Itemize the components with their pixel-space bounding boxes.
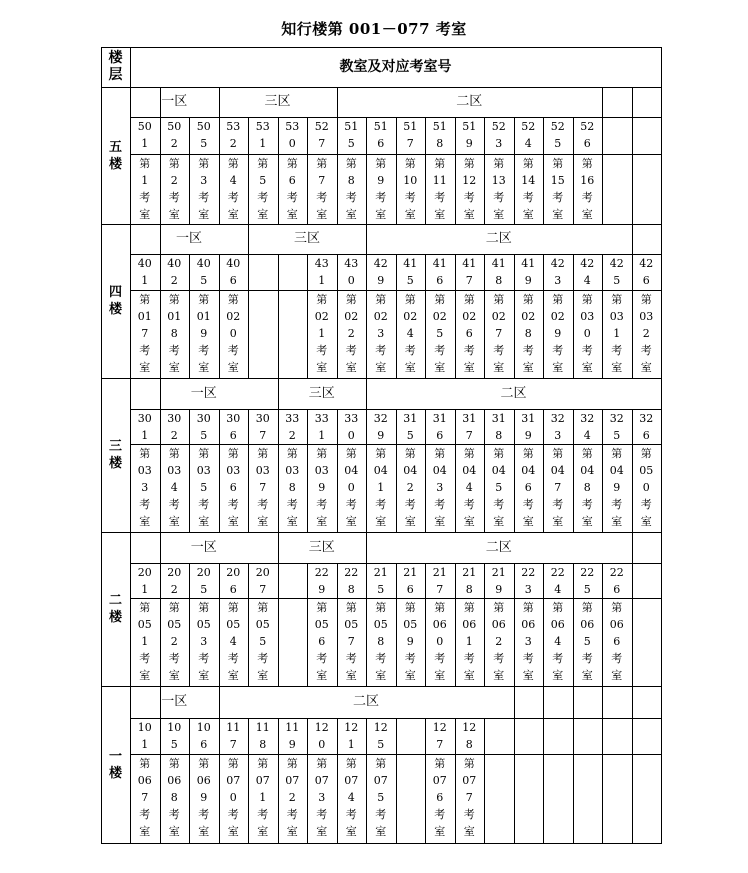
grid-line bbox=[602, 87, 603, 117]
room-number: 42 5 bbox=[609, 257, 624, 287]
exam-room-label: 第 07 1 考 室 bbox=[255, 757, 270, 838]
room-number: 31 6 bbox=[432, 412, 447, 442]
zone-label: 二区 bbox=[485, 231, 512, 246]
room-number: 43 0 bbox=[344, 257, 359, 287]
grid-line bbox=[632, 532, 633, 563]
room-number: 40 5 bbox=[196, 257, 211, 287]
grid-line bbox=[543, 686, 544, 718]
exam-room-label: 第 07 2 考 室 bbox=[285, 757, 300, 838]
room-number: 31 5 bbox=[403, 412, 418, 442]
grid-line bbox=[661, 47, 662, 844]
exam-room-label: 第 8 考 室 bbox=[345, 157, 357, 221]
room-number: 32 3 bbox=[550, 412, 565, 442]
room-number: 10 6 bbox=[196, 721, 211, 751]
exam-room-label: 第 07 5 考 室 bbox=[373, 757, 388, 838]
exam-room-label: 第 04 2 考 室 bbox=[403, 447, 418, 528]
exam-room-label: 第 05 9 考 室 bbox=[403, 601, 418, 682]
exam-room-label: 第 3 考 室 bbox=[198, 157, 210, 221]
room-number: 12 1 bbox=[344, 721, 359, 751]
exam-room-label: 第 03 8 考 室 bbox=[285, 447, 300, 528]
exam-room-label: 第 02 6 考 室 bbox=[462, 293, 477, 374]
grid-line bbox=[632, 87, 633, 117]
exam-room-label: 第 4 考 室 bbox=[227, 157, 239, 221]
exam-room-label: 第 05 1 考 室 bbox=[137, 601, 152, 682]
room-number: 20 7 bbox=[255, 566, 270, 596]
room-number: 21 5 bbox=[373, 566, 388, 596]
grid-line bbox=[248, 254, 249, 378]
grid-line bbox=[514, 686, 515, 718]
exam-room-label: 第 04 6 考 室 bbox=[521, 447, 536, 528]
room-number: 53 2 bbox=[226, 120, 241, 150]
exam-room-label: 第 14 考 室 bbox=[521, 157, 536, 221]
room-number: 12 0 bbox=[314, 721, 329, 751]
grid-line bbox=[573, 686, 574, 718]
room-number: 41 9 bbox=[521, 257, 536, 287]
exam-room-label: 第 02 3 考 室 bbox=[373, 293, 388, 374]
exam-room-label: 第 03 0 考 室 bbox=[580, 293, 595, 374]
grid-line bbox=[602, 117, 603, 224]
room-number: 31 9 bbox=[521, 412, 536, 442]
exam-room-label: 第 10 考 室 bbox=[403, 157, 418, 221]
room-number: 41 5 bbox=[403, 257, 418, 287]
room-number: 20 5 bbox=[196, 566, 211, 596]
exam-room-label: 第 03 1 考 室 bbox=[609, 293, 624, 374]
content-column-header: 教室及对应考室号 bbox=[339, 59, 452, 75]
exam-room-label: 第 05 7 考 室 bbox=[344, 601, 359, 682]
zone-label: 一区 bbox=[175, 231, 202, 246]
exam-room-label: 第 02 9 考 室 bbox=[550, 293, 565, 374]
room-number: 40 6 bbox=[226, 257, 241, 287]
room-number: 22 9 bbox=[314, 566, 329, 596]
exam-room-label: 第 02 5 考 室 bbox=[432, 293, 447, 374]
floor-column-header: 楼 层 bbox=[108, 50, 123, 83]
grid-line bbox=[602, 718, 603, 843]
exam-room-label: 第 04 4 考 室 bbox=[462, 447, 477, 528]
room-number: 20 2 bbox=[167, 566, 182, 596]
grid-line bbox=[278, 254, 279, 378]
exam-room-label: 第 02 0 考 室 bbox=[226, 293, 241, 374]
exam-room-label: 第 06 2 考 室 bbox=[491, 601, 506, 682]
exam-room-label: 第 06 7 考 室 bbox=[137, 757, 152, 838]
grid-line bbox=[514, 718, 515, 843]
exam-room-label: 第 06 9 考 室 bbox=[196, 757, 211, 838]
room-number: 33 2 bbox=[285, 412, 300, 442]
room-number: 22 3 bbox=[521, 566, 536, 596]
zone-label: 三区 bbox=[308, 540, 335, 555]
exam-room-label: 第 2 考 室 bbox=[168, 157, 180, 221]
zone-label: 三区 bbox=[293, 231, 320, 246]
room-number: 53 0 bbox=[285, 120, 300, 150]
exam-room-label: 第 02 7 考 室 bbox=[491, 293, 506, 374]
exam-room-label: 第 06 8 考 室 bbox=[167, 757, 182, 838]
room-number: 12 5 bbox=[373, 721, 388, 751]
room-number: 12 7 bbox=[432, 721, 447, 751]
grid-line bbox=[484, 718, 485, 843]
room-number: 30 6 bbox=[226, 412, 241, 442]
grid-line bbox=[278, 563, 279, 686]
exam-room-label: 第 05 3 考 室 bbox=[196, 601, 211, 682]
exam-room-label: 第 15 考 室 bbox=[550, 157, 565, 221]
room-number: 21 7 bbox=[432, 566, 447, 596]
room-number: 33 0 bbox=[344, 412, 359, 442]
exam-room-label: 第 5 考 室 bbox=[257, 157, 269, 221]
exam-room-label: 第 01 9 考 室 bbox=[196, 293, 211, 374]
exam-room-label: 第 03 6 考 室 bbox=[226, 447, 241, 528]
exam-room-label: 第 02 4 考 室 bbox=[403, 293, 418, 374]
room-number: 32 9 bbox=[373, 412, 388, 442]
zone-label: 二区 bbox=[456, 94, 483, 109]
exam-room-label: 第 07 0 考 室 bbox=[226, 757, 241, 838]
floor-label: 二 楼 bbox=[108, 593, 122, 625]
grid-line bbox=[602, 686, 603, 718]
room-number: 42 6 bbox=[639, 257, 654, 287]
exam-room-label: 第 16 考 室 bbox=[580, 157, 595, 221]
page-title: 知行楼第 001－077 考室 bbox=[281, 20, 467, 38]
room-number: 12 8 bbox=[462, 721, 477, 751]
exam-room-label: 第 13 考 室 bbox=[491, 157, 506, 221]
room-number: 41 8 bbox=[491, 257, 506, 287]
room-number: 40 1 bbox=[137, 257, 152, 287]
floor-label: 三 楼 bbox=[108, 439, 122, 471]
exam-room-label: 第 1 考 室 bbox=[139, 157, 151, 221]
room-number: 50 2 bbox=[167, 120, 182, 150]
room-number: 22 4 bbox=[550, 566, 565, 596]
room-number: 50 1 bbox=[137, 120, 152, 150]
exam-room-label: 第 04 7 考 室 bbox=[550, 447, 565, 528]
room-number: 31 8 bbox=[491, 412, 506, 442]
exam-room-label: 第 03 9 考 室 bbox=[314, 447, 329, 528]
floor-label: 一 楼 bbox=[108, 749, 122, 781]
exam-room-label: 第 12 考 室 bbox=[462, 157, 477, 221]
room-number: 42 9 bbox=[373, 257, 388, 287]
exam-room-label: 第 7 考 室 bbox=[316, 157, 328, 221]
exam-room-label: 第 05 0 考 室 bbox=[639, 447, 654, 528]
exam-room-label: 第 11 考 室 bbox=[432, 157, 447, 221]
exam-room-label: 第 03 3 考 室 bbox=[137, 447, 152, 528]
grid-line bbox=[543, 718, 544, 843]
exam-room-label: 第 04 9 考 室 bbox=[609, 447, 624, 528]
floor-label: 五 楼 bbox=[108, 140, 122, 172]
room-number: 52 4 bbox=[521, 120, 536, 150]
grid-line bbox=[632, 686, 633, 718]
exam-room-label: 第 02 2 考 室 bbox=[344, 293, 359, 374]
room-number: 30 5 bbox=[196, 412, 211, 442]
room-number: 11 8 bbox=[255, 721, 270, 751]
room-number: 51 9 bbox=[462, 120, 477, 150]
exam-room-label: 第 02 1 考 室 bbox=[314, 293, 329, 374]
floor-label: 四 楼 bbox=[108, 285, 122, 317]
grid-line bbox=[632, 563, 633, 686]
exam-room-label: 第 07 4 考 室 bbox=[344, 757, 359, 838]
room-number: 41 7 bbox=[462, 257, 477, 287]
exam-room-label: 第 05 2 考 室 bbox=[167, 601, 182, 682]
grid-line bbox=[632, 224, 633, 254]
room-number: 42 4 bbox=[580, 257, 595, 287]
exam-room-label: 第 05 8 考 室 bbox=[373, 601, 388, 682]
room-number: 21 8 bbox=[462, 566, 477, 596]
zone-label: 二区 bbox=[500, 386, 527, 401]
exam-room-label: 第 01 8 考 室 bbox=[167, 293, 182, 374]
exam-room-label: 第 04 0 考 室 bbox=[344, 447, 359, 528]
grid-line bbox=[632, 718, 633, 843]
exam-room-label: 第 04 8 考 室 bbox=[580, 447, 595, 528]
exam-room-label: 第 06 3 考 室 bbox=[521, 601, 536, 682]
zone-label: 一区 bbox=[190, 386, 217, 401]
exam-room-label: 第 05 4 考 室 bbox=[226, 601, 241, 682]
room-number: 31 7 bbox=[462, 412, 477, 442]
room-number: 41 6 bbox=[432, 257, 447, 287]
grid-line bbox=[396, 718, 397, 843]
zone-label: 二区 bbox=[485, 540, 512, 555]
room-number: 30 2 bbox=[167, 412, 182, 442]
zone-label: 一区 bbox=[161, 94, 188, 109]
room-number: 40 2 bbox=[167, 257, 182, 287]
room-number: 22 5 bbox=[580, 566, 595, 596]
room-number: 20 6 bbox=[226, 566, 241, 596]
exam-room-label: 第 06 5 考 室 bbox=[580, 601, 595, 682]
room-number: 42 3 bbox=[550, 257, 565, 287]
exam-room-label: 第 6 考 室 bbox=[286, 157, 298, 221]
exam-room-label: 第 03 5 考 室 bbox=[196, 447, 211, 528]
exam-room-label: 第 04 3 考 室 bbox=[432, 447, 447, 528]
exam-room-label: 第 03 2 考 室 bbox=[639, 293, 654, 374]
room-number: 22 6 bbox=[609, 566, 624, 596]
room-number: 22 8 bbox=[344, 566, 359, 596]
room-number: 10 5 bbox=[167, 721, 182, 751]
exam-room-label: 第 02 8 考 室 bbox=[521, 293, 536, 374]
room-number: 51 6 bbox=[373, 120, 388, 150]
zone-label: 三区 bbox=[308, 386, 335, 401]
exam-room-label: 第 06 0 考 室 bbox=[432, 601, 447, 682]
exam-room-label: 第 03 7 考 室 bbox=[255, 447, 270, 528]
exam-room-label: 第 06 1 考 室 bbox=[462, 601, 477, 682]
room-number: 21 9 bbox=[491, 566, 506, 596]
grid-line bbox=[573, 718, 574, 843]
exam-room-label: 第 06 4 考 室 bbox=[550, 601, 565, 682]
room-number: 11 7 bbox=[226, 721, 241, 751]
room-number: 11 9 bbox=[285, 721, 300, 751]
exam-room-label: 第 07 7 考 室 bbox=[462, 757, 477, 838]
zone-label: 三区 bbox=[264, 94, 291, 109]
exam-room-label: 第 07 3 考 室 bbox=[314, 757, 329, 838]
exam-room-label: 第 04 1 考 室 bbox=[373, 447, 388, 528]
room-number: 51 7 bbox=[403, 120, 418, 150]
exam-room-label: 第 06 6 考 室 bbox=[609, 601, 624, 682]
exam-room-label: 第 01 7 考 室 bbox=[137, 293, 152, 374]
room-number: 32 6 bbox=[639, 412, 654, 442]
room-number: 21 6 bbox=[403, 566, 418, 596]
room-number: 53 1 bbox=[255, 120, 270, 150]
room-number: 33 1 bbox=[314, 412, 329, 442]
exam-room-label: 第 04 5 考 室 bbox=[491, 447, 506, 528]
zone-label: 一区 bbox=[161, 694, 188, 709]
room-number: 52 6 bbox=[580, 120, 595, 150]
exam-room-label: 第 05 6 考 室 bbox=[314, 601, 329, 682]
zone-label: 二区 bbox=[352, 694, 379, 709]
room-number: 20 1 bbox=[137, 566, 152, 596]
grid-line bbox=[661, 87, 662, 117]
grid-line bbox=[101, 843, 662, 844]
room-number: 10 1 bbox=[137, 721, 152, 751]
room-number: 32 5 bbox=[609, 412, 624, 442]
grid-line bbox=[632, 117, 633, 224]
exam-room-label: 第 03 4 考 室 bbox=[167, 447, 182, 528]
zone-label: 一区 bbox=[190, 540, 217, 555]
room-number: 51 5 bbox=[344, 120, 359, 150]
exam-room-label: 第 05 5 考 室 bbox=[255, 601, 270, 682]
exam-room-label: 第 07 6 考 室 bbox=[432, 757, 447, 838]
room-number: 52 7 bbox=[314, 120, 329, 150]
room-number: 32 4 bbox=[580, 412, 595, 442]
exam-room-label: 第 9 考 室 bbox=[375, 157, 387, 221]
room-number: 52 3 bbox=[491, 120, 506, 150]
room-number: 51 8 bbox=[432, 120, 447, 150]
room-number: 43 1 bbox=[314, 257, 329, 287]
room-number: 30 1 bbox=[137, 412, 152, 442]
room-number: 50 5 bbox=[196, 120, 211, 150]
room-number: 52 5 bbox=[550, 120, 565, 150]
room-number: 30 7 bbox=[255, 412, 270, 442]
